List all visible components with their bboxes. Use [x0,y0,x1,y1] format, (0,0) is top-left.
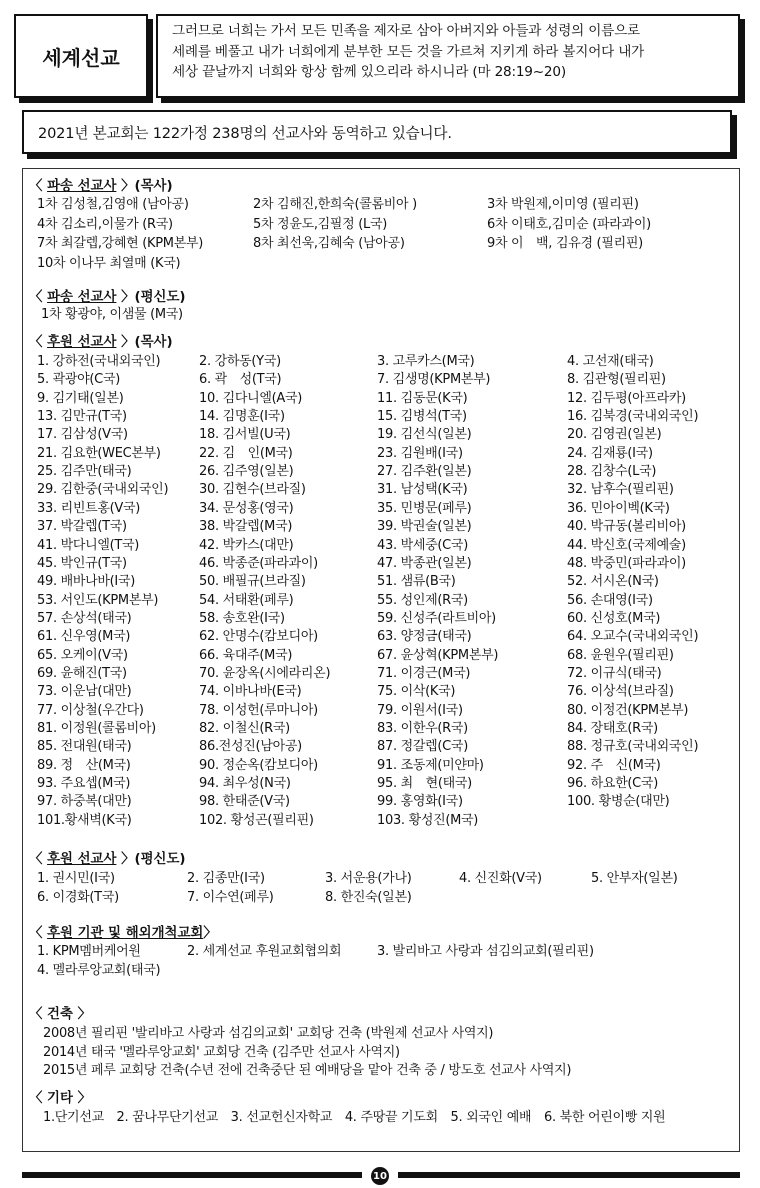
section-title [29,848,186,867]
list-item: 61. 신우영(M국) [37,629,131,645]
text-line: 2015년 페루 교회당 건축(수년 전에 건축중단 된 예배당을 맡아 건축 중 / 방도호 선교사 사역지) [43,1063,572,1078]
list-item: 101.황새벽(K국) [37,812,132,828]
list-item: 21. 김요한(WEC본부) [37,445,161,461]
list-item: 18. 김서빌(U국) [199,427,291,443]
list-item: 100. 황병순(대만) [567,794,670,810]
list-item: 27. 김주환(일본) [377,464,472,480]
title-box [14,14,148,98]
list-item: 6. 이경화(T국) [37,889,119,905]
section-title-main: 후원 선교사 [47,852,117,867]
section-title-main: 후원 기관 및 해외개척교회 [47,926,204,941]
list-row [23,552,739,570]
list-item: 19. 김선식(일본) [377,427,472,443]
section-title-main: 파송 선교사 [47,290,117,305]
list-item: 25. 김주만(태국) [37,464,132,480]
list-row [23,442,739,460]
list-item: 90. 정순옥(캄보디아) [199,757,318,773]
list-item: 33. 리빈트홍(V국) [37,500,141,516]
list-row [23,680,739,698]
list-item: 71. 이경근(M국) [377,665,471,681]
list-row [23,644,739,662]
list-item: 96. 하요한(C국) [567,776,658,792]
list-row [23,460,739,478]
list-item: 40. 박규동(볼리비아) [567,519,686,535]
list-item: 48. 박중민(파라과이) [567,555,686,571]
list-row [23,515,739,533]
list-item: 6차 이태호,김미순 (파라과이) [487,216,651,232]
list-item: 2차 김해진,한희숙(콜롬비아 ) [253,197,417,212]
list-item: 60. 신성호(M국) [567,610,661,626]
verse-box [156,14,740,98]
section-title-rest: 〉(목사) [116,179,173,194]
list-item: 23. 김원배(I국) [377,445,463,461]
list-item: 16. 김북경(국내외국인) [567,409,699,425]
list-item: 37. 박갈렙(T국) [37,519,127,535]
list-row [23,570,739,588]
section-title-rest: 〉(평신도) [116,290,186,305]
list-item: 49. 배바나바(I국) [37,574,135,590]
list-item: 5. 안부자(일본) [591,871,678,886]
list-row [23,478,739,496]
list-item: 8. 한진숙(일본) [325,889,412,905]
page-title: 세계선교 [42,45,120,70]
list-row [23,735,739,753]
list-item: 2. 세계선교 후원교회협의회 [187,944,342,959]
list-item: 79. 이원서(I국) [377,702,463,718]
list-row [23,368,739,386]
list-item: 29. 김한중(국내외국인) [37,482,169,498]
list-row [23,772,739,790]
list-item: 32. 남후수(필리핀) [567,482,674,498]
list-item: 8차 최선욱,김혜숙 (남아공) [253,236,405,251]
list-item: 13. 김만규(T국) [37,409,127,425]
list-item: 72. 이규식(태국) [567,665,662,681]
list-item: 22. 김 인(M국) [199,445,293,461]
section-title [29,331,173,350]
list-item: 3차 박원제,이미영 (필리핀) [487,197,639,212]
list-item: 51. 샘류(B국) [377,574,456,590]
list-item: 59. 신성주(라트비아) [377,610,496,626]
list-row [23,213,739,231]
list-item: 87. 정갈렙(C국) [377,739,468,755]
section-title [29,922,217,941]
list-item: 7. 이수연(페루) [187,889,274,905]
list-row [23,754,739,772]
list-item: 4. 고선재(태국) [567,354,654,369]
list-item: 85. 전대원(태국) [37,739,132,755]
section-title: 〈 기타 〉 [29,1091,91,1106]
list-row [23,387,739,405]
list-item: 9. 김기태(일본) [37,390,124,406]
list-item: 78. 이성헌(루마니아) [199,702,318,718]
list-item: 97. 하중복(대만) [37,794,132,810]
list-item: 95. 최 현(태국) [377,776,472,792]
page-number: 10 [371,1167,389,1185]
list-item: 5차 정윤도,김필정 (L국) [253,216,388,232]
section-title-open: 〈 [29,852,48,867]
section-title: 〈 건축 〉 [29,1007,91,1022]
list-item: 42. 박카스(대만) [199,537,294,553]
text-line: 2014년 태국 '멜라루앙교회' 교회당 건축 (김주만 선교사 사역지) [43,1044,400,1060]
list-item: 83. 이한우(R국) [377,721,468,736]
list-item: 14. 김명훈(I국) [199,409,285,425]
list-item: 77. 이상철(우간다) [37,702,144,718]
list-item: 26. 김주영(일본) [199,464,294,480]
list-row [23,497,739,515]
list-row [23,350,739,368]
list-row [23,589,739,607]
list-item: 4. 신진화(V국) [459,871,542,886]
list-item: 70. 윤장옥(시에라리온) [199,665,331,681]
section-title-rest: 〉(목사) [116,335,173,350]
list-item: 39. 박권술(일본) [377,519,472,535]
missionary-list-box [22,168,740,1152]
list-item: 53. 서인도(KPM본부) [37,592,159,608]
list-item: 102. 황성곤(필리핀) [199,812,314,828]
list-row [23,809,739,827]
list-item: 3. 고루카스(M국) [377,354,475,369]
list-item: 5. 곽광야(C국) [37,372,120,388]
list-row [23,699,739,717]
list-item: 8. 김관형(필리핀) [567,372,666,388]
list-item: 1. 강하전(국내외국인) [37,354,161,369]
list-item: 17. 김삼성(V국) [37,427,128,443]
list-item: 20. 김영권(일본) [567,427,662,443]
list-item: 2. 강하동(Y국) [199,354,281,369]
list-row [23,303,739,321]
section-title-open: 〈 [29,926,48,941]
list-item: 50. 배필규(브라질) [199,574,306,590]
list-item: 36. 민아이벡(K국) [567,500,670,516]
list-item: 7차 최갈렙,강혜현 (KPM본부) [37,236,204,251]
list-item: 66. 육대주(M국) [199,647,293,663]
list-item: 55. 성인제(R국) [377,592,468,608]
list-item: 38. 박갈렙(M국) [199,519,293,535]
list-item: 12. 김두평(아프라카) [567,390,686,406]
list-item: 98. 한태준(V국) [199,794,290,810]
list-item: 84. 장태호(R국) [567,721,658,736]
list-item: 47. 박종관(일본) [377,555,472,571]
list-item: 74. 이바나바(E국) [199,684,302,700]
section-title [29,175,173,194]
list-item: 92. 주 신(M국) [567,757,661,773]
verse-line: 세례를 베풀고 내가 너희에게 분부한 모든 것을 가르쳐 지키게 하라 볼지어다 내가 [172,43,645,60]
list-item: 45. 박인규(T국) [37,555,127,571]
list-row [23,940,739,958]
list-row [23,423,739,441]
list-item: 3. 발리바고 사랑과 섬김의교회(필리핀) [377,944,594,959]
section-title-open: 〈 [29,335,48,350]
section-title-open: 〈 [29,290,48,305]
list-item: 4. 멜라루앙교회(태국) [37,963,161,978]
list-item: 76. 이상석(브라질) [567,684,674,700]
list-row [23,867,739,885]
list-item: 35. 민병문(페루) [377,500,472,516]
list-item: 10차 이나무 최열매 (K국) [37,255,181,271]
list-item: 15. 김병석(T국) [377,409,467,425]
list-item: 75. 이삭(K국) [377,684,456,700]
list-item: 57. 손상석(태국) [37,610,132,626]
list-item: 99. 홍영화(I국) [377,794,463,810]
list-row [23,232,739,250]
list-item: 41. 박다니엘(T국) [37,537,140,553]
list-item: 43. 박세중(C국) [377,537,468,553]
list-row [23,252,739,270]
list-row [23,534,739,552]
list-item: 46. 박종준(파라과이) [199,555,318,571]
list-item: 67. 윤상혁(KPM본부) [377,647,499,663]
footer-bar-right [398,1172,740,1178]
list-item: 34. 문성홍(영국) [199,500,294,516]
list-item: 3. 서운용(가나) [325,871,412,886]
list-item: 1. 권시민(I국) [37,871,115,886]
list-row [23,405,739,423]
list-item: 81. 이정원(콜롬비아) [37,721,156,736]
list-item: 2. 김종만(I국) [187,871,265,886]
section-title-rest: 〉 [203,926,217,941]
list-item: 44. 박신호(국제예술) [567,537,686,553]
section-title-main: 파송 선교사 [47,179,117,194]
footer-bar-left [22,1172,362,1178]
list-item: 10. 김다니엘(A국) [199,390,303,406]
list-item: 54. 서태환(페루) [199,592,294,608]
list-item: 24. 김재룡(I국) [567,445,653,461]
list-item: 11. 김동문(K국) [377,390,468,406]
list-item: 1. KPM멤버케어원 [37,944,141,959]
list-item: 69. 윤해진(T국) [37,665,127,681]
list-row [23,607,739,625]
list-row [23,662,739,680]
list-item: 73. 이운남(대만) [37,684,132,700]
list-item: 6. 곽 성(T국) [199,372,282,388]
list-item: 58. 송호완(I국) [199,610,285,626]
list-item: 80. 이정건(KPM본부) [567,702,689,718]
section-title-open: 〈 [29,179,48,194]
list-row [23,959,739,977]
list-item: 1차 김성철,김영애 (남아공) [37,197,189,212]
list-item: 94. 최우성(N국) [199,776,291,792]
list-item: 4차 김소리,이물가 (R국) [37,216,173,232]
list-item: 93. 주요셉(M국) [37,776,131,792]
list-item: 89. 정 산(M국) [37,757,131,773]
list-item: 28. 김창수(L국) [567,464,657,480]
list-item: 63. 양정금(태국) [377,629,472,645]
summary-text: 2021년 본교회는 122가정 238명의 선교사와 동역하고 있습니다. [38,124,452,142]
section-title-rest: 〉(평신도) [116,852,186,867]
list-item: 56. 손대영(I국) [567,592,653,608]
list-item: 62. 안명수(캄보디아) [199,629,318,645]
list-item: 7. 김생명(KPM본부) [377,372,491,388]
list-row [23,790,739,808]
list-item: 88. 정규호(국내외국인) [567,739,699,755]
summary-box [22,110,732,154]
list-item: 82. 이철신(R국) [199,721,290,736]
list-item: 31. 남성택(K국) [377,482,468,498]
list-row [23,886,739,904]
list-item: 9차 이 백, 김유경 (필리핀) [487,236,643,251]
text-line: 1.단기선교 2. 꿈나무단기선교 3. 선교헌신자학교 4. 주땅끝 기도회 5. 외국인 예배 6. 북한 어린이빵 지원 [43,1110,666,1125]
list-item: 64. 오교수(국내외국인) [567,629,699,645]
list-item: 52. 서시온(N국) [567,574,659,590]
list-item: 91. 조동제(미얀마) [377,757,484,773]
list-row [23,625,739,643]
list-row [23,193,739,211]
text-line: 2008년 필리핀 '발리바고 사랑과 섬김의교회' 교회당 건축 (박원제 선교사 사역지) [43,1026,494,1041]
page-footer [22,1170,740,1180]
list-item: 68. 윤원우(필리핀) [567,647,674,663]
verse-line: 세상 끝날까지 너희와 항상 함께 있으리라 하시니라 (마 28:19~20) [172,64,566,80]
list-item: 65. 오케이(V국) [37,647,128,663]
list-row [23,717,739,735]
list-item: 1차 황광야, 이샘물 (M국) [41,307,183,322]
list-item: 86.전성진(남아공) [199,739,302,755]
verse-line: 그러므로 너희는 가서 모든 민족을 제자로 삼아 아버지와 아들과 성령의 이름으로 [172,23,640,39]
list-item: 30. 김현수(브라질) [199,482,306,498]
section-title-main: 후원 선교사 [47,335,117,350]
list-item: 103. 황성진(M국) [377,812,479,828]
